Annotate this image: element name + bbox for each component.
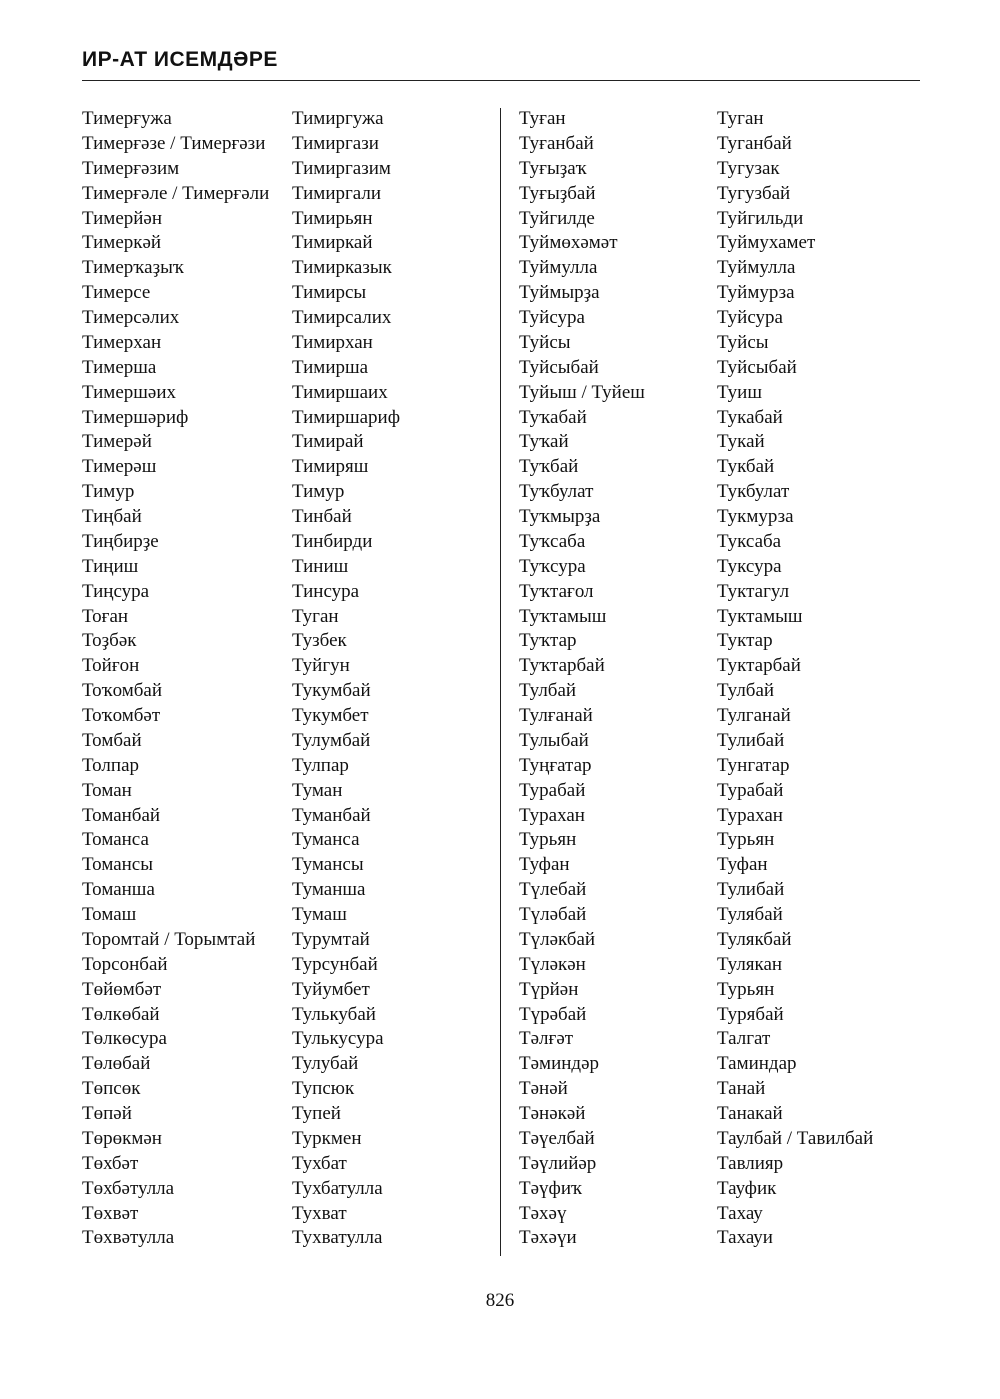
name-entry: Төпәй [82, 1103, 132, 1124]
name-entry: Тимиршаих [292, 381, 388, 403]
name-entry: Тимеркәй [82, 232, 162, 254]
name-entry: Туйумбет [292, 978, 370, 1000]
name-entry: Түлебай [519, 879, 587, 901]
name-entry: Тиңбай [82, 506, 142, 527]
name-entry: Туҡтамыш [519, 605, 607, 627]
name-entry: Төлкөбай [82, 1003, 160, 1025]
name-entry: Тимерғәле / Тимерғәли [82, 182, 270, 204]
name-entry: Туҡбулат [519, 481, 594, 503]
name-entry: Туйсыбай [717, 356, 797, 378]
name-entry: Түләкән [519, 953, 586, 975]
header-rule [82, 80, 920, 81]
name-entry: Тукбай [717, 456, 775, 478]
name-entry: Тулькусура [292, 1028, 384, 1050]
name-entry: Туйсура [717, 307, 783, 328]
name-entry: Тимерғужа [82, 108, 172, 129]
name-entry: Тимирхан [292, 331, 373, 353]
name-entry: Туйсыбай [519, 356, 599, 378]
name-entry: Туған [519, 108, 566, 129]
name-entry: Туман [292, 779, 343, 801]
name-entry: Туманса [292, 829, 360, 851]
name-entry: Тимершәриф [82, 406, 189, 428]
name-entry: Тулякбай [717, 928, 792, 950]
name-entry: Туктамыш [717, 605, 803, 627]
name-entry: Түрйән [519, 978, 579, 1000]
name-entry: Тукбулат [717, 481, 790, 503]
name-entry: Тимиргали [292, 182, 382, 204]
name-entry: Турсунбай [292, 953, 378, 975]
name-entry: Турьян [717, 978, 775, 1000]
name-entry: Томан [82, 779, 132, 801]
name-entry: Тимерғәзим [82, 157, 180, 179]
name-entry: Тимиряш [292, 456, 369, 478]
name-entry: Тимерйән [82, 207, 163, 229]
name-entry: Тугузбай [717, 182, 791, 204]
name-entry: Туйгилде [519, 207, 595, 229]
name-entry: Туксаба [717, 530, 782, 552]
name-entry: Тоҡомбәт [82, 705, 161, 726]
name-entry: Тухбатулла [292, 1177, 383, 1199]
name-entry: Тулганай [717, 705, 791, 726]
name-entry: Томанбай [82, 804, 161, 826]
name-entry: Тиңсура [82, 580, 150, 602]
name-entry: Тукумбай [292, 680, 371, 702]
name-entry: Туйыш / Туйеш [519, 381, 645, 403]
name-entry: Тулькубай [292, 1003, 376, 1025]
name-entry: Тимерсәлих [82, 307, 180, 328]
name-entry: Тавлияр [717, 1152, 784, 1174]
name-entry: Тулбай [519, 680, 577, 702]
name-entry: Туҡсаба [519, 530, 586, 552]
name-entry: Тимиргужа [292, 108, 384, 129]
name-entry: Толпар [82, 754, 140, 776]
name-entry: Томанса [82, 829, 149, 851]
name-entry: Турабай [519, 779, 586, 801]
name-entry: Туган [717, 108, 764, 129]
name-entry: Тулбай [717, 680, 775, 702]
name-entry: Төхвәтулла [82, 1227, 175, 1249]
name-entry: Туҡмырҙа [519, 506, 601, 527]
name-entry: Тимиркай [292, 232, 373, 254]
name-entry: Туиш [717, 381, 762, 403]
name-entry: Тумаш [292, 904, 347, 925]
name-entry: Тумансы [292, 854, 364, 876]
name-entry: Тәхәү [519, 1202, 567, 1224]
name-entry: Тулибай [717, 879, 785, 901]
name-entry: Тимирсалих [292, 307, 392, 328]
name-entry: Тукабай [717, 406, 783, 428]
name-entry: Тухватулла [292, 1227, 383, 1249]
name-entry: Тулякан [717, 953, 783, 975]
name-entry: Тиңбирҙе [82, 530, 159, 552]
name-entry: Тәүлийәр [519, 1152, 597, 1174]
left-bashkir-column [82, 107, 269, 1251]
name-entry: Түләкбай [519, 928, 596, 950]
name-entry: Туганбай [717, 132, 792, 154]
name-entry: Тахауи [717, 1227, 773, 1249]
name-entry: Туйсура [519, 307, 585, 328]
name-entry: Тәнәй [519, 1078, 568, 1100]
name-entry: Танакай [717, 1103, 783, 1124]
name-entry: Тузбек [292, 630, 347, 652]
name-entry: Туҡай [519, 431, 569, 453]
page-header: ИР-АТ ИСЕМДӘРЕ [82, 48, 278, 71]
column-divider [500, 108, 501, 1256]
name-entry: Туктар [717, 630, 773, 652]
name-entry: Тукай [717, 431, 765, 453]
name-entry: Таминдар [717, 1053, 797, 1075]
name-entry: Туманша [292, 879, 366, 901]
page-number: 826 [485, 1290, 515, 1311]
name-entry: Турумтай [292, 928, 370, 950]
name-entry: Тәүфиҡ [519, 1177, 582, 1199]
name-entry: Тимирсы [292, 282, 367, 304]
name-entry: Тимур [292, 481, 345, 503]
name-entry: Туктагул [717, 580, 790, 602]
name-entry: Туймурза [717, 282, 795, 304]
name-entry: Түләбай [519, 904, 587, 925]
name-entry: Туймөхәмәт [519, 232, 618, 254]
name-entry: Тоҙбәк [82, 630, 137, 652]
name-entry: Туңғатар [519, 754, 592, 776]
name-entry: Талгат [717, 1028, 771, 1050]
name-entry: Тоҡомбай [82, 680, 162, 702]
name-entry: Туйгильди [717, 207, 804, 229]
name-entry: Тупсюк [292, 1078, 355, 1100]
name-entry: Туймырҙа [519, 282, 600, 304]
name-entry: Томансы [82, 854, 154, 876]
name-entry: Туғыҙаҡ [519, 157, 587, 179]
name-entry: Томбай [82, 729, 142, 751]
name-entry: Таулбай / Тавилбай [717, 1127, 874, 1149]
name-entry: Туфан [717, 854, 768, 876]
name-entry: Туктарбай [717, 655, 801, 677]
name-entry: Туғанбай [519, 132, 594, 154]
name-entry: Тимиргазим [292, 157, 391, 179]
name-entry: Туҡсура [519, 555, 586, 577]
name-entry: Томаш [82, 904, 137, 925]
name-entry: Туйсы [519, 331, 571, 353]
name-entry: Тугузак [717, 157, 780, 179]
name-entry: Туҡтарбай [519, 655, 605, 677]
name-entry: Турахан [519, 804, 585, 826]
name-entry: Тиңиш [82, 555, 139, 577]
name-entry: Томанша [82, 879, 155, 901]
name-entry: Тимерхан [82, 331, 162, 353]
name-entry: Тойғон [82, 655, 140, 677]
name-entry: Туғыҙбай [519, 182, 596, 204]
name-entry: Туҡбай [519, 456, 579, 478]
name-entry: Тулғанай [519, 705, 593, 726]
name-entry: Төпсөк [82, 1078, 141, 1100]
name-entry: Тулубай [292, 1053, 359, 1075]
name-entry: Тимиргази [292, 132, 379, 154]
name-entry: Тулябай [717, 904, 783, 925]
name-entry: Тулибай [717, 729, 785, 751]
name-entry: Тимершәих [82, 381, 176, 403]
name-entry: Тимур [82, 481, 135, 503]
name-entry: Тимерғәзе / Тимерғәзи [82, 132, 266, 154]
name-entry: Тунгатар [717, 754, 790, 776]
name-entry: Тимерәй [82, 431, 152, 453]
name-entry: Тукумбет [292, 705, 369, 726]
name-entry: Тәлғәт [519, 1028, 574, 1050]
name-entry: Тәхәүи [519, 1227, 577, 1249]
name-entry: Төйөмбәт [82, 978, 162, 1000]
name-entry: Туфан [519, 854, 570, 876]
name-entry: Тимирша [292, 356, 369, 378]
name-entry: Тулпар [292, 754, 349, 776]
name-entry: Тимирказык [292, 257, 392, 279]
name-entry: Тинсура [292, 580, 360, 602]
name-entry: Тукмурза [717, 506, 794, 527]
name-entry: Турябай [717, 1003, 784, 1025]
name-entry: Турахан [717, 804, 783, 826]
name-entry: Тәнәкәй [519, 1103, 586, 1124]
name-entry: Туманбай [292, 804, 371, 826]
name-entry: Төхвәт [82, 1202, 139, 1224]
name-entry: Туҡабай [519, 406, 587, 428]
name-entry: Туркмен [292, 1127, 362, 1149]
name-entry: Турьян [519, 829, 577, 851]
name-entry: Турьян [717, 829, 775, 851]
name-entry: Тимерҡаҙыҡ [82, 257, 184, 279]
name-entry: Тауфик [717, 1177, 777, 1199]
name-entry: Туймулла [717, 257, 796, 279]
right-russian-column [717, 107, 873, 1251]
name-entry: Төхбәтулла [82, 1177, 175, 1199]
name-entry: Туйгун [292, 655, 350, 677]
name-entry: Тимиршариф [292, 406, 401, 428]
name-entry: Тухват [292, 1202, 347, 1224]
name-entry: Танай [717, 1078, 766, 1100]
name-entry: Тәминдәр [519, 1053, 599, 1075]
name-entry: Туйсы [717, 331, 769, 353]
name-entry: Туймулла [519, 257, 598, 279]
name-entry: Туймухамет [717, 232, 816, 254]
name-entry: Тупей [292, 1103, 341, 1124]
name-entry: Турабай [717, 779, 784, 801]
name-entry: Туҡтар [519, 630, 577, 652]
name-entry: Төхбәт [82, 1152, 139, 1174]
name-entry: Түрәбай [519, 1003, 587, 1025]
name-entry: Төрөкмән [82, 1127, 162, 1149]
name-entry: Тимерша [82, 356, 157, 378]
name-entry: Тәүелбай [519, 1127, 595, 1149]
name-entry: Торсонбай [82, 953, 168, 975]
left-russian-column [292, 107, 400, 1251]
name-entry: Тахау [717, 1202, 763, 1224]
name-entry: Тинбирди [292, 530, 373, 552]
name-entry: Төлөбай [82, 1053, 151, 1075]
name-entry: Торомтай / Торымтай [82, 928, 256, 950]
name-entry: Тимерсе [82, 282, 151, 304]
name-entry: Туҡтағол [519, 580, 594, 602]
name-entry: Тинбай [292, 506, 352, 527]
name-entry: Тулыбай [519, 729, 589, 751]
name-entry: Төлкөсура [82, 1028, 167, 1050]
name-entry: Тулумбай [292, 729, 371, 751]
name-entry: Тоған [82, 605, 129, 627]
name-entry: Туган [292, 605, 339, 627]
name-entry: Тимирьян [292, 207, 373, 229]
right-bashkir-column [519, 107, 645, 1251]
name-entry: Туксура [717, 555, 782, 577]
name-entry: Тимирай [292, 431, 364, 453]
name-entry: Тиниш [292, 555, 349, 577]
name-entry: Тухбат [292, 1152, 347, 1174]
name-entry: Тимерәш [82, 456, 157, 478]
